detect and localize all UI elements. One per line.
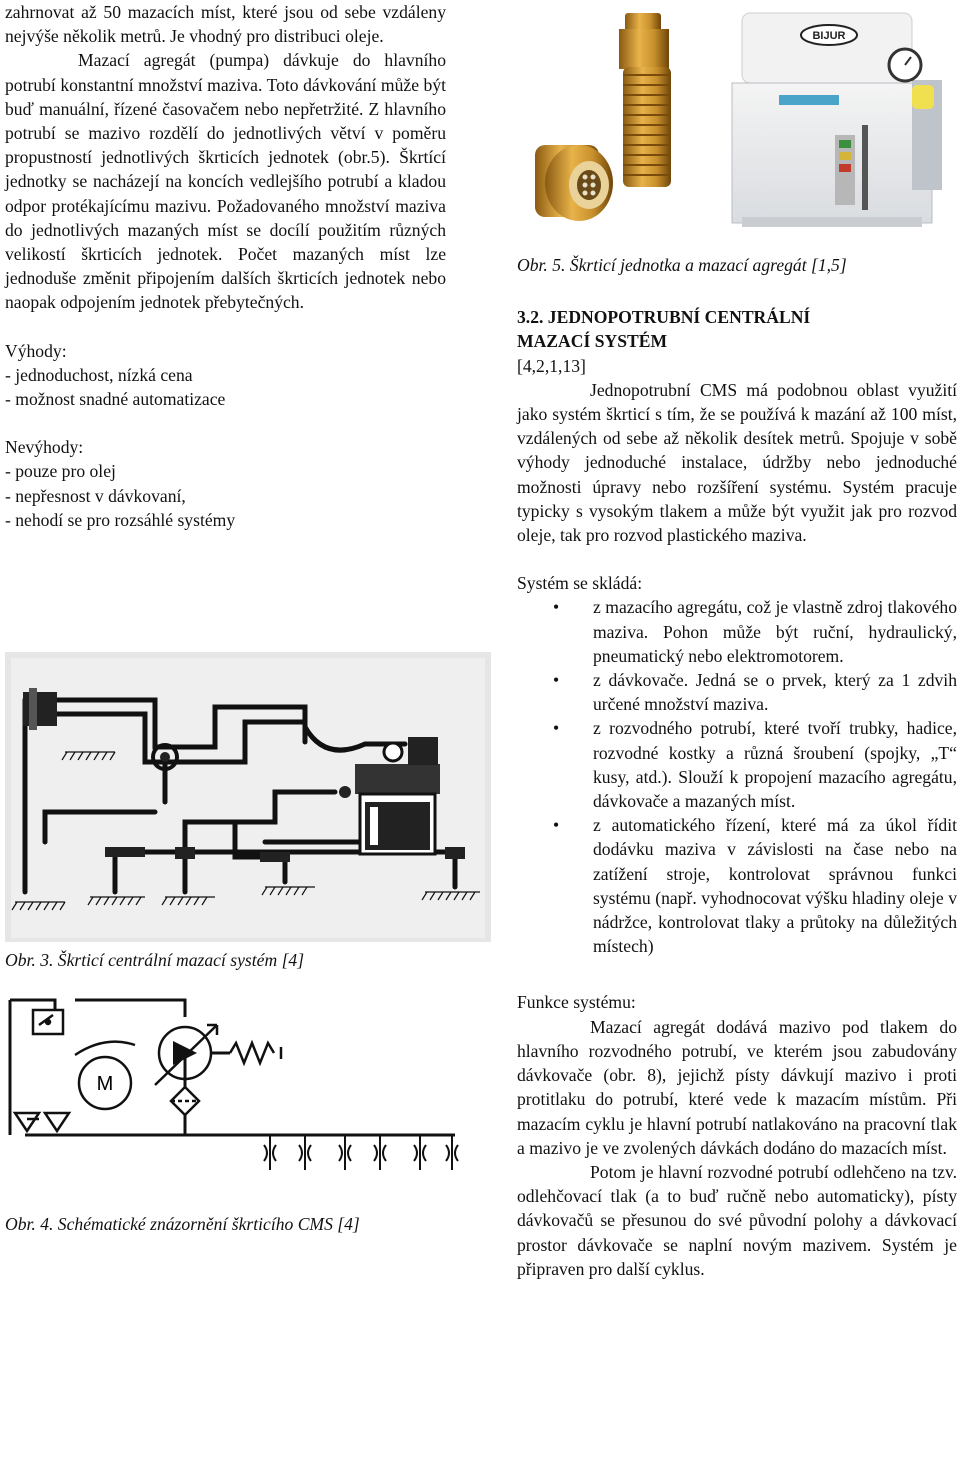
disadvantage-item: - pouze pro olej [5, 461, 116, 482]
paragraph-1: zahrnovat až 50 mazacích míst, které jsou od sebe vzdáleny nejvýše několik metrů. Je vhodný pro distribuci oleje. [5, 2, 446, 47]
advantages-title: Výhody: [5, 340, 67, 361]
left-column [5, 0, 446, 532]
motor-label: M [96, 1073, 114, 1095]
figure-5-caption: Obr. 5. Škrticí jednotka a mazací agregát [1,5] [517, 255, 847, 275]
list-item: • z automatického řízení, které má za úkol řídit dodávku maziva v závislosti na čase nebo na zatížení stroje, kontrolovat správnou funkci systému (např. vyhodnocovat výšku hladiny oleje v nádržce, kontrolovat tlaky a průtoky na důležitých místech) [517, 813, 957, 958]
list-item: • z mazacího agregátu, což je vlastně zdroj tlakového maziva. Pohon může být ruční, hydraulický, pneumatický nebo elektromotorem. [517, 595, 957, 668]
figure-5-photo [517, 5, 957, 245]
list-item: • z dávkovače. Jedná se o prvek, který za 1 zdvih určené množství maziva. [517, 668, 957, 716]
disadvantage-item: - nehodí se pro rozsáhlé systémy [5, 509, 236, 530]
function-paragraph-1: Mazací agregát dodává mazivo pod tlakem do hlavního rozvodného potrubí, ve kterém jsou zabudovány dávkovače (obr. 8), jejichž písty dávkují mazivo i proti protitlaku do potrubí, které vede k mazacím místům. Při mazacím cyklu je hlavní potrubí natlakováno na pracovní tlak a mazivo je ve zvolených dávkách dodáno do mazacích míst. [517, 1016, 957, 1158]
figure-4-caption: Obr. 4. Schématické znázornění škrticího CMS [4] [5, 1214, 360, 1234]
figure-4-schematic [5, 995, 460, 1195]
disadvantage-item: - nepřesnost v dávkovaní, [5, 485, 186, 506]
figure-3-caption: Obr. 3. Škrticí centrální mazací systém [4] [5, 950, 305, 970]
right-column [517, 253, 957, 1281]
advantage-item: - jednoduchost, nízká cena [5, 364, 193, 385]
lubrication-pump-icon [732, 13, 942, 227]
components-title: Systém se skládá: [517, 573, 643, 594]
section-heading-line2: MAZACÍ SYSTÉM [517, 331, 668, 352]
list-item: • z rozvodného potrubí, které tvoří trubky, hadice, rozvodné kostky a různá šroubení (spojky, „T“ kusy, atd.). Slouží k propojení mazacího agregátu, dávkovače a mazaných míst. [517, 716, 957, 813]
section-references: [4,2,1,13] [517, 355, 586, 376]
section-heading-line1: 3.2. JEDNOPOTRUBNÍ CENTRÁLNÍ [517, 307, 811, 328]
throttle-elements [264, 1135, 458, 1170]
brand-label: BIJUR [812, 30, 846, 42]
function-title: Funkce systému: [517, 992, 636, 1013]
function-paragraph-2: Potom je hlavní rozvodné potrubí odlehčeno na tzv. odlehčovací tlak (a to buď ručně nebo automaticky), písty dávkovačů se přesunou do své původní polohy a dávkovací prostor dávkovače se naplní novým mazivem. Systém je připraven pro další cyklus. [517, 1161, 957, 1279]
intro-paragraph: Jednopotrubní CMS má podobnou oblast využití jako systém škrticí s tím, že se používá k mazání až 100 míst, vzdálených od sebe až několik desítek metrů. Spojuje v sobě výhody jednoduché instalace, údržby nebo jednoduché možnosti úpravy nebo rozšíření systému. Systém pracuje typicky s vysokým tlakem a může být využit jak pro rozvod oleje, tak pro rozvod plastického maziva. [517, 379, 957, 546]
disadvantages-title: Nevýhody: [5, 437, 84, 458]
advantage-item: - možnost snadné automatizace [5, 389, 226, 410]
components-list [517, 595, 957, 958]
paragraph-2: Mazací agregát (pumpa) dávkuje do hlavního potrubí konstantní množství maziva. Toto dávkování může být buď manuální, řízené časovačem nebo nepřetržité. Z hlavního potrubí se mazivo rozdělí do jednotlivých větví v poměru propustností jednotlivých škrticích jednotek (obr.5). Škrtící jednotky se nacházejí na koncích vedlejšího potrubí a kladou odpor protékajícímu mazivu. Požadovaného množství maziva do jednotlivých mazaných míst se docílí použitím různých velikostí škrticích jednotek. Počet mazaných míst lze jednoduše změnit připojením dalších škrticích jednotek nebo naopak odpojením jednotek přebytečných. [5, 50, 446, 313]
figure-3-system-diagram [5, 652, 491, 942]
